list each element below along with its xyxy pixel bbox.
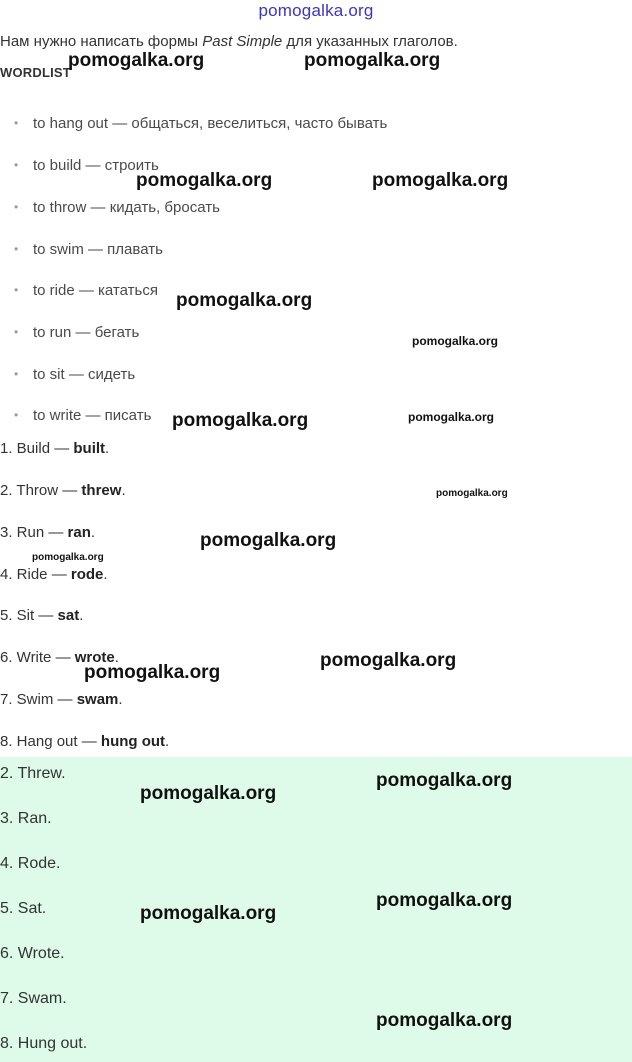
wordlist-item-text: to swim — плавать [33,241,163,258]
wordlist-item [14,324,139,341]
answer-form: rode [70,566,104,583]
watermark: pomogalka.org [68,50,205,71]
answer-form: built [73,440,106,457]
watermark: pomogalka.org [408,410,495,424]
answer-suffix: . [103,566,108,583]
answer-suffix: . [105,440,110,457]
answer-suffix: . [90,524,96,541]
watermark: pomogalka.org [140,903,277,924]
answer-form: ran [67,524,91,541]
answer-row [0,566,108,583]
answer-suffix: . [165,733,170,750]
wordlist-item [14,115,387,132]
intro-after: для указанных глаголов. [282,33,458,50]
answer-row [0,607,83,624]
watermark: pomogalka.org [320,650,457,671]
watermark: pomogalka.org [412,334,499,348]
answer-row [0,691,123,708]
watermark: pomogalka.org [172,410,309,431]
answer-suffix: . [118,691,123,708]
answer-verb: 2. Throw — [0,482,82,499]
answer-form: hung out [100,733,166,750]
watermark: pomogalka.org [436,488,508,499]
bullet-icon: • [14,325,19,339]
wordlist-item-text: to sit — сидеть [33,366,136,383]
wordlist-item-text: to hang out — общаться, веселиться, часто бывать [33,115,388,132]
watermark: pomogalka.org [372,170,509,191]
wordlist-item [14,199,220,216]
bullet-icon: • [14,158,19,172]
answer-verb: 3. Run — [0,524,68,541]
answer-row [0,482,126,499]
answer-form: wrote [74,649,115,666]
wordlist-item-text: to ride — кататься [33,282,158,299]
answer-suffix: . [79,607,84,624]
green-answer-row: 7. Swam. [0,990,67,1007]
green-answer-row: 4. Rode. [0,855,61,872]
intro-text [0,33,458,50]
bullet-icon: • [14,242,19,256]
wordlist-item [14,241,163,258]
watermark: pomogalka.org [376,1010,513,1031]
answer-suffix: . [114,649,119,666]
answer-verb: 7. Swim — [0,691,77,708]
watermark: pomogalka.org [32,552,104,563]
highlight-panel [0,757,632,1062]
answer-verb: 1. Build — [0,440,74,457]
site-header: pomogalka.org [258,1,374,20]
watermark: pomogalka.org [136,170,273,191]
answer-verb: 5. Sit — [0,607,58,624]
answer-suffix: . [121,482,126,499]
answer-row [0,440,109,457]
green-answer-row: 6. Wrote. [0,945,65,962]
watermark: pomogalka.org [176,290,313,311]
wordlist-title: WORDLIST [0,65,71,80]
wordlist-item [14,407,151,424]
answer-row [0,733,169,750]
bullet-icon: • [14,408,19,422]
wordlist-item-text: to build — строить [33,157,159,174]
intro-before: Нам нужно написать формы [0,33,203,50]
answer-form: swam [76,691,119,708]
watermark: pomogalka.org [84,662,221,683]
answer-verb: 8. Hang out — [0,733,101,750]
wordlist-item [14,366,135,383]
bullet-icon: • [14,367,19,381]
answer-form: sat [57,607,80,624]
bullet-icon: • [14,200,19,214]
answer-row [0,524,95,541]
green-answer-row: 8. Hung out. [0,1035,88,1052]
green-answer-row: 3. Ran. [0,810,52,827]
bullet-icon: • [14,283,19,297]
watermark: pomogalka.org [376,770,513,791]
watermark: pomogalka.org [200,530,337,551]
wordlist-item-text: to write — писать [33,407,152,424]
wordlist-item-text: to run — бегать [33,324,140,341]
wordlist-item-text: to throw — кидать, бросать [33,199,220,216]
answer-verb: 4. Ride — [0,566,71,583]
intro-emphasis: Past Simple [202,33,283,50]
watermark: pomogalka.org [304,50,441,71]
answer-form: threw [81,482,122,499]
green-answer-row: 2. Threw. [0,765,66,782]
wordlist-item [14,282,158,299]
watermark: pomogalka.org [140,783,277,804]
bullet-icon: • [14,116,19,130]
answer-verb: 6. Write — [0,649,75,666]
green-answer-row: 5. Sat. [0,900,47,917]
watermark: pomogalka.org [376,890,513,911]
